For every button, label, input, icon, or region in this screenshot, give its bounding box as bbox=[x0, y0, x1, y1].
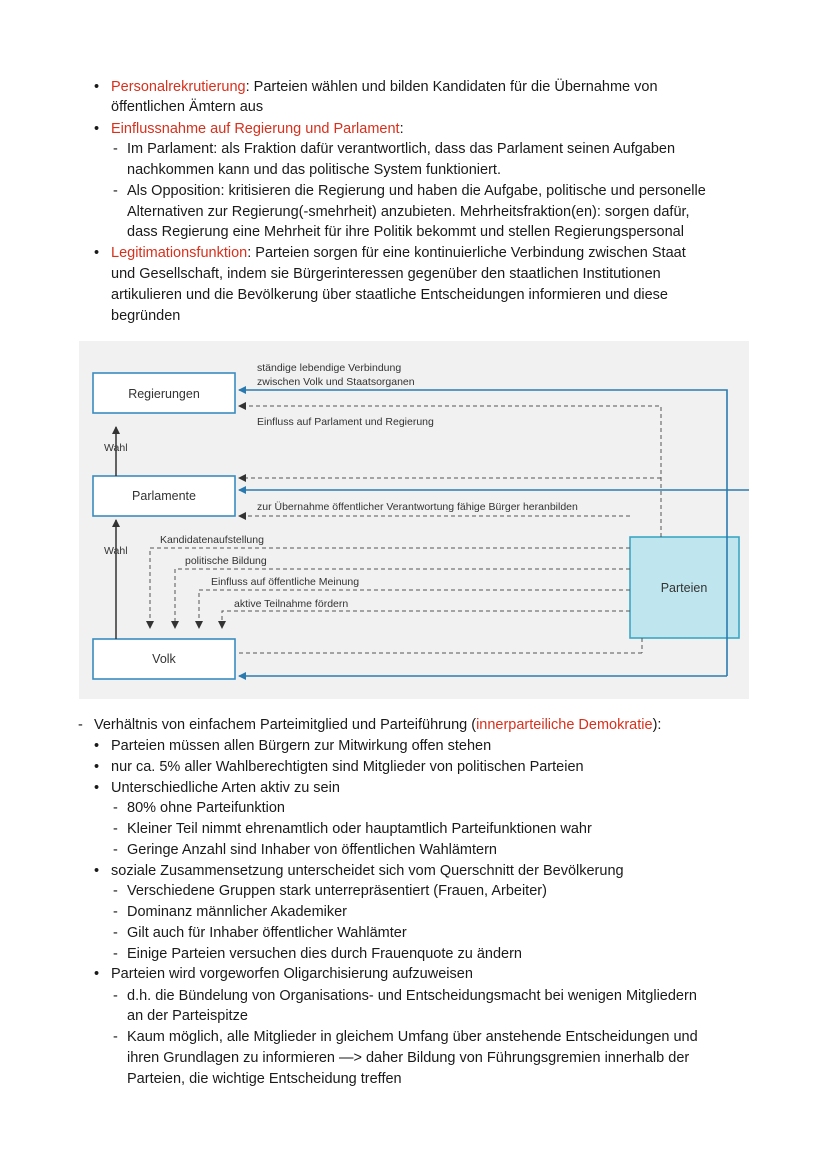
list-item: Parteien wird vorgeworfen Oligarchisierung aufzuweisen bbox=[111, 966, 473, 982]
sub-item: Im Parlament: als Fraktion dafür verantwortlich, dass das Parlament seinen Aufgaben bbox=[127, 141, 676, 157]
list-item-continuation: öffentlichen Ämtern aus bbox=[111, 99, 264, 115]
sub-item: 80% ohne Parteifunktion bbox=[127, 800, 285, 816]
dash-marker: - bbox=[113, 842, 118, 858]
label-meinung: Einfluss auf öffentliche Meinung bbox=[211, 576, 360, 588]
term-innerparteiliche-demokratie: innerparteiliche Demokratie bbox=[476, 717, 653, 733]
label-verbindung-1: ständige lebendige Verbindung bbox=[257, 362, 402, 374]
dash-marker: - bbox=[113, 800, 118, 816]
list-item-continuation: begründen bbox=[111, 308, 181, 324]
sub-item-continuation: dass Regierung eine Mehrheit für ihre Politik bekommt und stellen Regierungspersonal bbox=[127, 224, 684, 240]
dash-marker: - bbox=[113, 946, 118, 962]
sub-item: Geringe Anzahl sind Inhaber von öffentlichen Wahlämtern bbox=[127, 842, 497, 858]
sub-item-continuation: nachkommen kann und das politische System funktioniert. bbox=[127, 162, 501, 178]
label-kandidaten: Kandidatenaufstellung bbox=[160, 534, 264, 546]
sub-item-continuation: Alternativen zur Regierung(-smehrheit) anzubieten. Mehrheitsfraktion(en): sorgen dafür, bbox=[127, 204, 690, 220]
term-einflussnahme: Einflussnahme auf Regierung und Parlament bbox=[111, 121, 400, 137]
box-parlamente-label: Parlamente bbox=[132, 489, 196, 503]
list-item-continuation: Parteien, die wichtige Entscheidung treffen bbox=[127, 1071, 402, 1087]
bullet-marker: • bbox=[94, 738, 100, 754]
list-item: Unterschiedliche Arten aktiv zu sein bbox=[111, 780, 340, 796]
bullet-marker: • bbox=[94, 780, 100, 796]
label-teilnahme: aktive Teilnahme fördern bbox=[234, 598, 349, 610]
bullet-marker: • bbox=[94, 121, 100, 137]
dash-marker: - bbox=[78, 717, 83, 733]
bullet-marker: • bbox=[94, 759, 100, 775]
box-parteien-label: Parteien bbox=[660, 581, 708, 595]
sub-item: Als Opposition: kritisieren die Regierung und haben die Aufgabe, politische und personelle bbox=[127, 183, 706, 199]
term-legitimationsfunktion: Legitimationsfunktion bbox=[111, 245, 248, 261]
sub-item: Verschiedene Gruppen stark unterrepräsentiert (Frauen, Arbeiter) bbox=[127, 883, 547, 899]
label-verantwortung: zur Übernahme öffentlicher Verantwortung fähige Bürger heranbilden bbox=[257, 501, 578, 513]
bullet-marker: • bbox=[94, 966, 100, 982]
dash-marker: - bbox=[113, 1029, 118, 1045]
list-item: Legitimationsfunktion: Parteien sorgen für eine kontinuierliche Verbindung zwischen Staat bbox=[111, 245, 686, 261]
label-einfluss-regierung: Einfluss auf Parlament und Regierung bbox=[257, 416, 434, 428]
dash-marker: - bbox=[113, 821, 118, 837]
dash-marker: - bbox=[113, 904, 118, 920]
party-functions-diagram bbox=[79, 341, 749, 699]
list-item-continuation: und Gesellschaft, indem sie Bürgerinteressen gegenüber den staatlichen Institutionen bbox=[111, 266, 661, 282]
label-verbindung-2: zwischen Volk und Staatsorganen bbox=[257, 376, 415, 388]
list-item: Parteien müssen allen Bürgern zur Mitwirkung offen stehen bbox=[111, 738, 492, 754]
list-item: Einflussnahme auf Regierung und Parlament: bbox=[111, 121, 404, 137]
wahl-label-bottom: Wahl bbox=[104, 545, 128, 557]
term-personalrekrutierung: Personalrekrutierung bbox=[111, 79, 246, 95]
list-item-continuation: ihren Grundlagen zu informieren —> daher Bildung von Führungsgremien innerhalb der bbox=[127, 1050, 690, 1066]
dash-marker: - bbox=[113, 141, 118, 157]
bullet-marker: • bbox=[94, 863, 100, 879]
list-item-continuation: artikulieren und die Bevölkerung über staatliche Entscheidungen informieren und diese bbox=[111, 287, 668, 303]
sub-item: Einige Parteien versuchen dies durch Frauenquote zu ändern bbox=[127, 946, 522, 962]
dash-marker: - bbox=[113, 925, 118, 941]
bullet-marker: • bbox=[94, 79, 100, 95]
list-item: nur ca. 5% aller Wahlberechtigten sind Mitglieder von politischen Parteien bbox=[111, 759, 584, 775]
dash-marker: - bbox=[113, 183, 118, 199]
section-heading: Verhältnis von einfachem Parteimitglied und Parteiführung (innerparteiliche Demokratie): bbox=[94, 717, 662, 733]
list-item: soziale Zusammensetzung unterscheidet sich vom Querschnitt der Bevölkerung bbox=[111, 863, 624, 879]
sub-item: Dominanz männlicher Akademiker bbox=[127, 904, 348, 920]
sub-item: Kleiner Teil nimmt ehrenamtlich oder hauptamtlich Parteifunktionen wahr bbox=[127, 821, 592, 837]
list-item: Personalrekrutierung: Parteien wählen und bilden Kandidaten für die Übernahme von bbox=[111, 79, 658, 95]
sub-item: d.h. die Bündelung von Organisations- und Entscheidungsmacht bei wenigen Mitgliedern bbox=[127, 988, 697, 1004]
bullet-marker: • bbox=[94, 245, 100, 261]
box-regierungen-label: Regierungen bbox=[128, 387, 200, 401]
list-item-continuation: an der Parteispitze bbox=[127, 1008, 248, 1024]
wahl-label-top: Wahl bbox=[104, 442, 128, 454]
sub-item: Gilt auch für Inhaber öffentlicher Wahlämter bbox=[127, 925, 407, 941]
dash-marker: - bbox=[113, 883, 118, 899]
dash-marker: - bbox=[113, 988, 118, 1004]
box-volk-label: Volk bbox=[152, 652, 176, 666]
sub-item: Kaum möglich, alle Mitglieder in gleichem Umfang über anstehende Entscheidungen und bbox=[127, 1029, 698, 1045]
label-bildung: politische Bildung bbox=[185, 555, 267, 567]
